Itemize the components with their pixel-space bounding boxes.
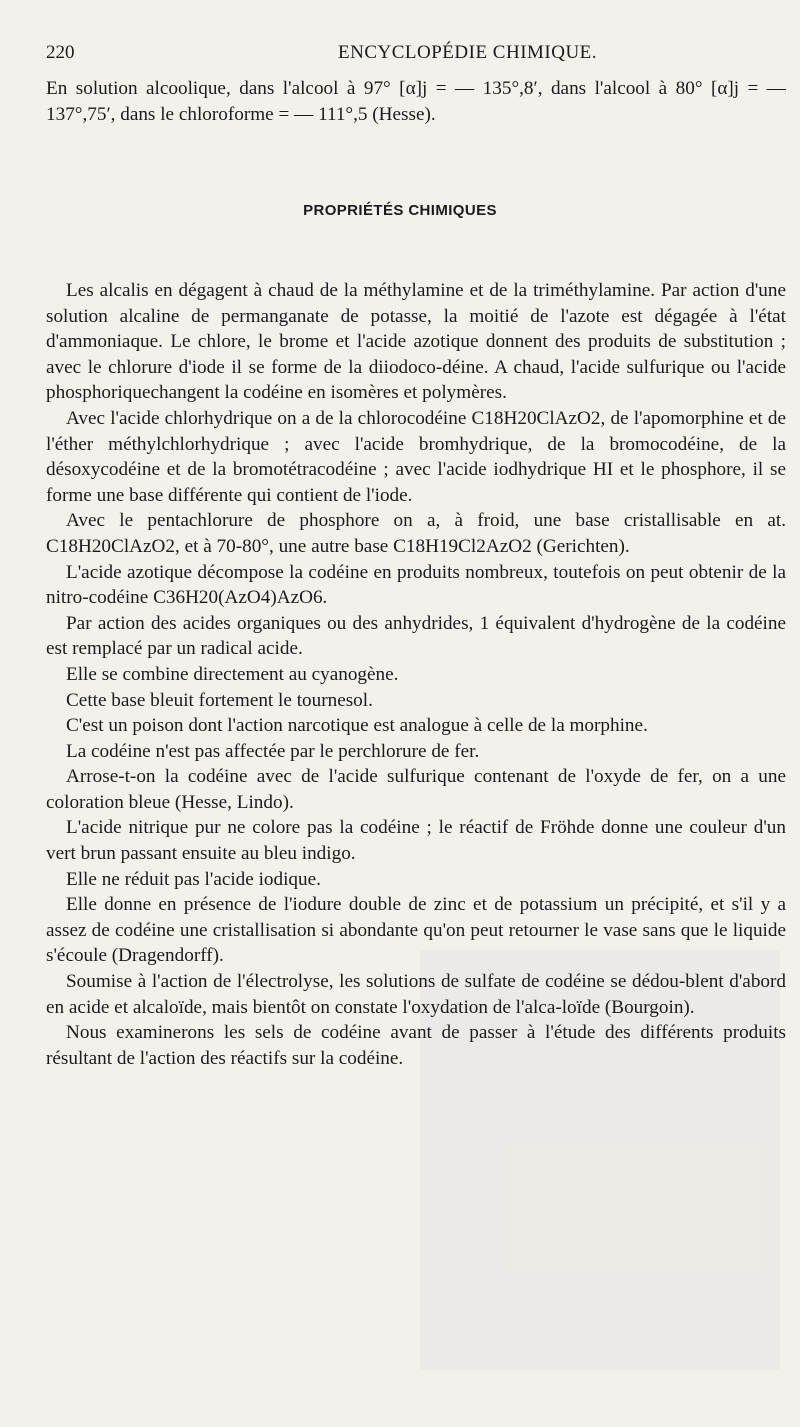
paragraph: Cette base bleuit fortement le tournesol. — [66, 689, 373, 711]
page-number: 220 — [46, 42, 75, 63]
paragraph: La codéine n'est pas affectée par le perchlorure de fer. — [66, 740, 480, 762]
paragraph: L'acide azotique décompose la codéine en produits nombreux, toutefois on peut obtenir de la nitro-codéine C36H20(AzO4)AzO6. — [46, 561, 786, 609]
paragraph: Nous examinerons les sels de codéine avant de passer à l'étude des différents produits résultant de l'action des réactifs sur la codéine. — [46, 1022, 786, 1069]
body-text — [46, 278, 786, 1071]
paragraph: Avec le pentachlorure de phosphore on a, à froid, une base cristallisable en at. C18H20ClAzO2, et à 70-80°, une autre base C18H19Cl2AzO2 (Gerichten). — [46, 510, 786, 557]
paragraph: C'est un poison dont l'action narcotique est analogue à celle de la morphine. — [66, 715, 648, 737]
running-title: ENCYCLOPÉDIE CHIMIQUE. — [338, 42, 598, 63]
paragraph: Avec l'acide chlorhydrique on a de la chlorocodéine C18H20ClAzO2, de l'apomorphine et de l'éther méthylchlorhydrique ; avec l'acide bromhydrique, de la bromocodéine, de la désoxycodéine et de la bromotétracodéine ; avec l'acide iodhydrique HI et le phosphore, il se forme une base différente qui contient de l'iode. — [46, 407, 786, 506]
paragraph: Elle donne en présence de l'iodure double de zinc et de potassium un précipité, et s'il y a assez de codéine une cristallisation si abondante qu'on peut retourner le vase sans que le liquide s'écoule (Dragendorff). — [46, 894, 786, 967]
paragraph: Elle ne réduit pas l'acide iodique. — [66, 868, 321, 890]
paragraph: Soumise à l'action de l'électrolyse, les solutions de sulfate de codéine se dédou-blent d'abord en acide et alcaloïde, mais bientôt on constate l'oxydation de l'alca-loïde (Bourgoin). — [46, 971, 786, 1018]
intro-paragraph-block — [46, 76, 786, 127]
intro-paragraph: En solution alcoolique, dans l'alcool à 97° [α]j = — 135°,8′, dans l'alcool à 80° [α]j = — 137°,75′, dans le chloroforme = — 111°,5 (Hesse). — [46, 78, 786, 125]
section-heading: PROPRIÉTÉS CHIMIQUES — [303, 202, 497, 219]
paragraph: Arrose-t-on la codéine avec de l'acide sulfurique contenant de l'oxyde de fer, on a une coloration bleue (Hesse, Lindo). — [46, 766, 786, 813]
paragraph: Les alcalis en dégagent à chaud de la méthylamine et de la triméthylamine. Par action d'une solution alcaline de permanganate de potasse, la moitié de l'azote est dégagée à l'état d'ammoniaque. Le chlore, le brome et l'acide azotique donnent des produits de substitution ; avec le chlorure d'iode il se forme de la diiodoco-déine. A chaud, l'acide sulfurique ou l'acide phosphoriquechangent la codéine en isomères et polymères. — [46, 280, 786, 404]
paragraph: L'acide nitrique pur ne colore pas la codéine ; le réactif de Fröhde donne une couleur d'un vert brun passant ensuite au bleu indigo. — [46, 817, 786, 865]
page-header — [46, 42, 760, 72]
paragraph: Elle se combine directement au cyanogène. — [66, 663, 399, 685]
paragraph: Par action des acides organiques ou des anhydrides, 1 équivalent d'hydrogène de la codéine est remplacé par un radical acide. — [46, 612, 786, 660]
